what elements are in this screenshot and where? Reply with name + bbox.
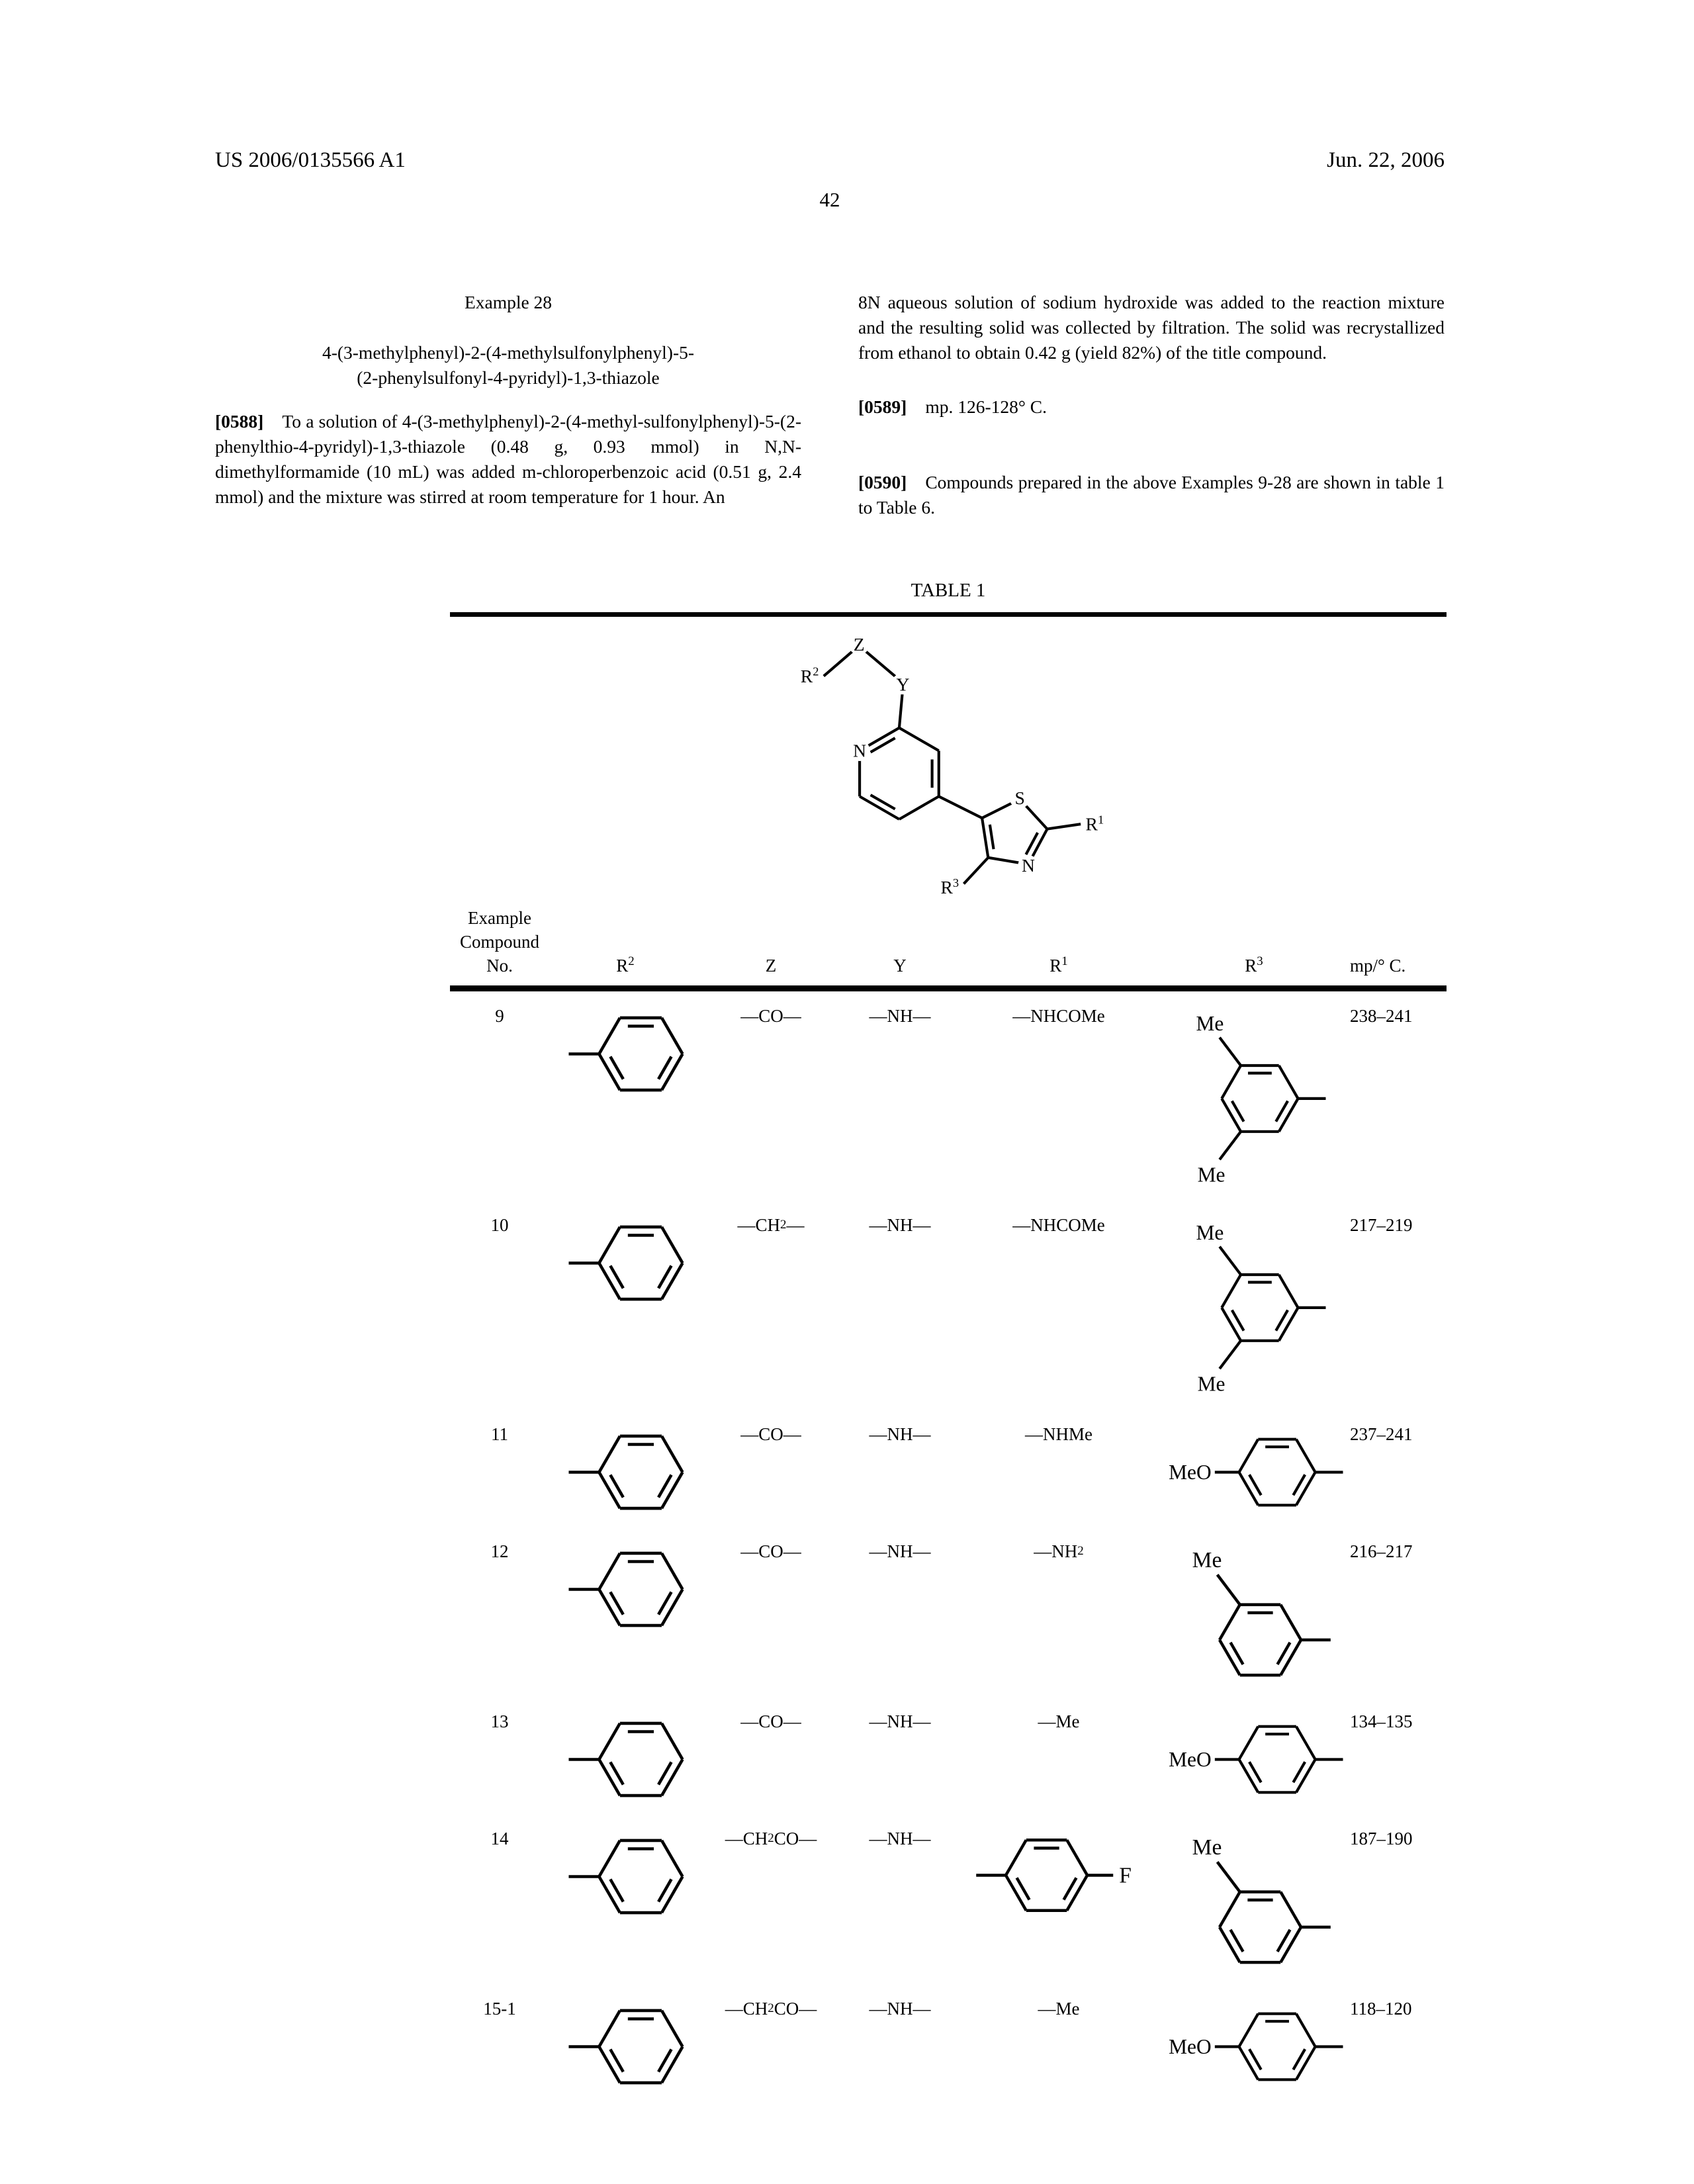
r2-structure-phenyl (549, 1424, 701, 1520)
paragraph-text: mp. 126-128° C. (925, 396, 1047, 417)
col-header-r3: $R^3$ (1245, 954, 1263, 976)
svg-text:N: N (1022, 855, 1036, 876)
r1-group: —NHCOMe (1012, 1006, 1105, 1026)
compound-no: 11 (491, 1424, 508, 1444)
paragraph-0589 (858, 394, 1445, 420)
page-number: 42 (819, 188, 840, 211)
table-title: TABLE 1 (911, 580, 986, 601)
col-header-z: Z (765, 956, 777, 976)
r1-group: —NH 2 (1034, 1541, 1084, 1561)
r2-structure-phenyl (549, 1215, 701, 1403)
r2-structure-phenyl (549, 1006, 701, 1194)
paragraph-tag: [0589] (858, 396, 907, 417)
left-column (215, 290, 801, 520)
svg-text:Me: Me (1197, 1372, 1226, 1396)
svg-text:Z: Z (853, 633, 865, 655)
compound-no: 13 (490, 1711, 509, 1731)
generic-structure-scheme (450, 626, 1447, 903)
table-header-rule (450, 985, 1447, 991)
col-header-r2: $R^2$ (616, 954, 635, 976)
table-row (450, 1984, 1447, 2095)
melting-point: 187–190 (1350, 1829, 1413, 1848)
compound-no: 14 (490, 1829, 509, 1848)
paragraph-continuation: 8N aqueous solution of sodium hydroxide was added to the reaction mixture and the resulting solid was collected by filtration. The solid was recrystallized from ethanol to obtain 0.42 g (yield 82%) of the title compound. (858, 292, 1445, 363)
col-header-y: Y (893, 956, 907, 976)
svg-text:Y: Y (896, 674, 910, 695)
svg-text:MeO: MeO (1169, 1747, 1212, 1771)
paragraph-0588 (215, 409, 801, 510)
text-columns (215, 290, 1445, 520)
r2-structure-phenyl (549, 1541, 701, 1690)
r3-structure-methoxyphenyl-4 (1158, 1999, 1350, 2095)
table-1 (450, 580, 1447, 2101)
r3-structure-methylphenyl-3 (1158, 1829, 1350, 1978)
r3-structure-methoxyphenyl-4 (1158, 1711, 1350, 1807)
r3-structure-methoxyphenyl-4 (1158, 1424, 1350, 1520)
svg-text:MeO: MeO (1169, 2034, 1212, 2058)
melting-point: 238–241 (1350, 1006, 1413, 1026)
melting-point: 237–241 (1350, 1424, 1413, 1444)
r3-structure-dimethylphenyl-3,5 (1158, 1006, 1350, 1194)
table-row (450, 1697, 1447, 1807)
compound-name-line2: (2-phenylsulfonyl-4-pyridyl)-1,3-thiazole (357, 367, 660, 388)
svg-text:S: S (1014, 787, 1025, 808)
svg-text:F: F (1119, 1863, 1132, 1888)
z-group: —CH 2 CO— (725, 1829, 817, 1848)
table-row (450, 1814, 1447, 1978)
svg-text:R2: $R^2$ (800, 664, 819, 686)
col-header-compound-no: Example Compound No. (459, 908, 539, 976)
r2-structure-phenyl (549, 1999, 701, 2095)
compound-no: 12 (490, 1541, 509, 1561)
table-row (450, 1527, 1447, 1690)
r1-group: —Me (1038, 1999, 1080, 2019)
table-top-rule (450, 612, 1447, 617)
r2-structure-phenyl (549, 1829, 701, 1978)
publication-date: Jun. 22, 2006 (1327, 148, 1445, 172)
z-group: —CO— (740, 1541, 801, 1561)
compound-no: 9 (495, 1006, 504, 1026)
y-group: —NH— (869, 1999, 931, 2019)
r2-structure-phenyl (549, 1711, 701, 1807)
paragraph-text: To a solution of 4-(3-methylphenyl)-2-(4-methyl-sulfonylphenyl)-5-(2-phenylthio-4-pyridyl)-1,3-thiazole (0.48 g, 0.93 mmol) in N,N-dimethylformamide (10 mL) was added m-chloroperbenzoic acid (0.51 g, 2.4 mmol) and the mixture was stirred at room temperature for 1 hour. An (215, 411, 801, 507)
svg-text:N: N (853, 740, 867, 761)
r1-group (959, 1829, 1158, 1978)
r1-group: —NHCOMe (1012, 1215, 1105, 1235)
svg-text:Me: Me (1196, 1221, 1224, 1245)
r1-group: —NHMe (1025, 1424, 1092, 1444)
svg-text:Me: Me (1192, 1835, 1222, 1860)
compound-name-line1: 4-(3-methylphenyl)-2-(4-methylsulfonylphenyl)-5- (322, 342, 695, 363)
compound-name (215, 340, 801, 390)
y-group: —NH— (869, 1215, 931, 1235)
melting-point: 134–135 (1350, 1711, 1413, 1731)
z-group: —CO— (740, 1424, 801, 1444)
table-row (450, 1410, 1447, 1520)
y-group: —NH— (869, 1541, 931, 1561)
melting-point: 217–219 (1350, 1215, 1413, 1235)
svg-text:R3: $R^3$ (940, 876, 959, 898)
r3-structure-methylphenyl-3 (1158, 1541, 1350, 1690)
r3-structure-dimethylphenyl-3,5 (1158, 1215, 1350, 1403)
compound-no: 10 (490, 1215, 509, 1235)
right-column (858, 290, 1445, 520)
z-group: —CO— (740, 1006, 801, 1026)
svg-text:Me: Me (1197, 1163, 1226, 1187)
z-group: —CH 2 CO— (725, 1999, 817, 2019)
example-heading: Example 28 (464, 292, 553, 312)
col-header-mp: mp/° C. (1350, 956, 1406, 976)
melting-point: 118–120 (1350, 1999, 1412, 2019)
y-group: —NH— (869, 1829, 931, 1848)
r1-group: —Me (1038, 1711, 1080, 1731)
z-group: —CH 2 — (737, 1215, 805, 1235)
svg-text:Me: Me (1192, 1548, 1222, 1573)
paragraph-0590 (858, 470, 1445, 520)
z-group: —CO— (740, 1711, 801, 1731)
svg-text:Me: Me (1196, 1012, 1224, 1036)
table-row (450, 1201, 1447, 1403)
melting-point: 216–217 (1350, 1541, 1413, 1561)
table-row (450, 991, 1447, 1194)
table-header-row (450, 906, 1447, 978)
y-group: —NH— (869, 1424, 931, 1444)
svg-text:R1: $R^1$ (1085, 813, 1104, 835)
paragraph-tag: [0588] (215, 411, 264, 432)
col-header-r1: $R^1$ (1049, 954, 1068, 976)
y-group: —NH— (869, 1711, 931, 1731)
y-group: —NH— (869, 1006, 931, 1026)
paragraph-text: Compounds prepared in the above Examples 9-28 are shown in table 1 to Table 6. (858, 472, 1445, 518)
compound-no: 15-1 (483, 1999, 516, 2019)
publication-number: US 2006/0135566 A1 (215, 148, 406, 172)
paragraph-tag: [0590] (858, 472, 907, 492)
table-body (450, 991, 1447, 2095)
page-header (215, 148, 1445, 173)
svg-text:MeO: MeO (1169, 1460, 1212, 1484)
